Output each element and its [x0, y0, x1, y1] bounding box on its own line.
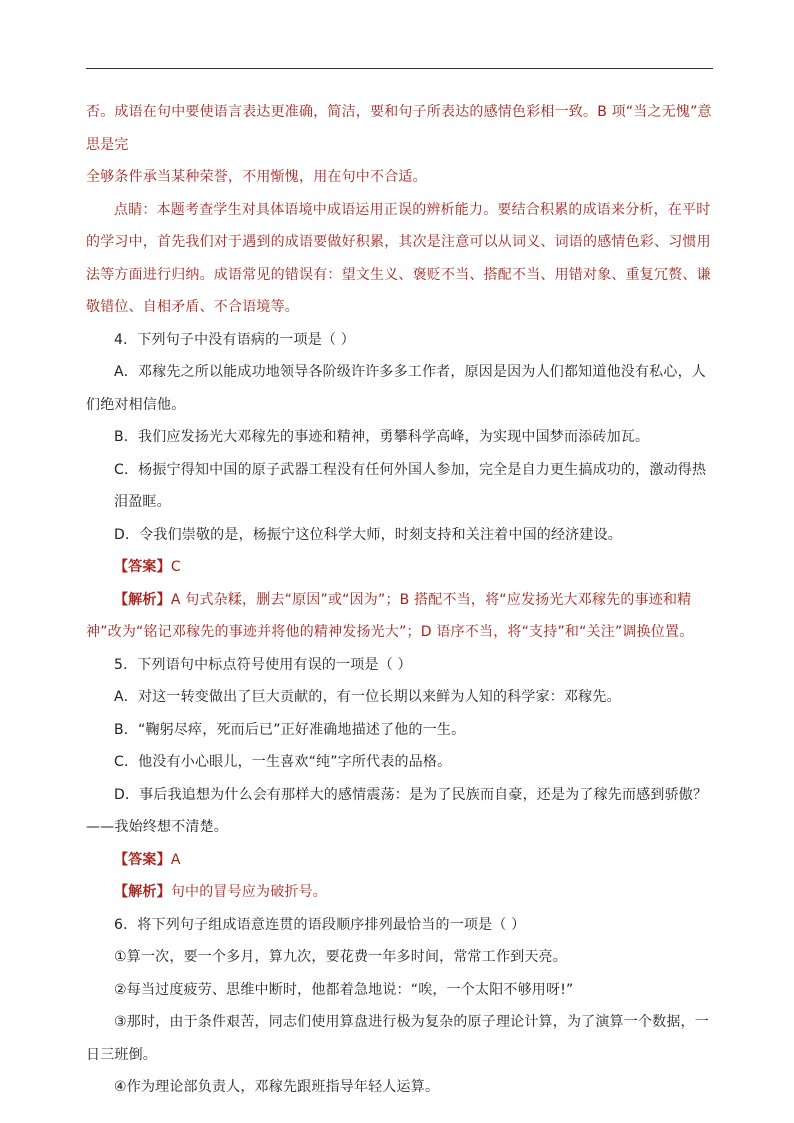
question-6-item-1: ①算一次，要一个多月，算九次，要花费一年多时间，常常工作到天亮。	[114, 949, 567, 965]
answer-label: 【答案】	[114, 559, 171, 575]
question-5-option-b: B．“鞠躬尽瘁，死而后已”正好准确地描述了他的一生。	[114, 721, 466, 738]
analysis-continued-line-2: 全够条件承当某种荣誉，不用惭愧，用在句中不合适。	[86, 169, 427, 185]
dianjing-paragraph: 点睛：本题考查学生对具体语境中成语运用正误的辨析能力。要结合积累的成语来分析，在平时的学习中，首先我们对于遇到的成语要做好积累，其次是注意可以从词义、词语的感情色彩、习惯用法等方面进行归纳。成语常见的错误有：望文生义、褒贬不当、搭配不当、用错对象、重复冗赘、谦敬错位、自相矛盾、不合语境等。	[86, 201, 711, 315]
question-4-option-d: D．令我们崇敬的是，杨振宁这位科学大师，时刻支持和关注着中国的经济建设。	[114, 526, 622, 543]
analysis-continued-line-1: 否。成语在句中要使语言表达更准确，简洁，要和句子所表达的感情色彩相一致。B 项“当之无愧”意思是完	[86, 104, 712, 153]
question-4-option-a: A．邓稼先之所以能成功地领导各阶级许许多多工作者，原因是因为人们都知道他没有私心，人们绝对相信他。	[86, 364, 706, 413]
question-4-stem: 4．下列句子中没有语病的一项是（ ）	[114, 331, 355, 348]
question-4-analysis: 【解析】A 句式杂糅，删去“原因”或“因为”；B 搭配不当，将“应发扬光大邓稼先的事迹和精神”改为“铭记邓稼先的事迹并将他的精神发扬光大”；D 语序不当，将“支持”和“关注”调换位置。	[86, 591, 694, 640]
question-5-option-a: A．对这一转变做出了巨大贡献的，有一位长期以来鲜为人知的科学家：邓稼先。	[114, 689, 621, 705]
question-4-option-c: C．杨振宁得知中国的原子武器工程没有任何外国人参加，完全是自力更生搞成功的，激动得热泪盈眶。	[114, 461, 707, 510]
question-5-stem: 5．下列语句中标点符号使用有误的一项是（ ）	[114, 656, 412, 673]
question-6-item-3: ③那时，由于条件艰苦，同志们使用算盘进行极为复杂的原子理论计算，为了演算一个数据，一日三班倒。	[86, 1014, 709, 1063]
question-6-item-4: ④作为理论部负责人，邓稼先跟班指导年轻人运算。	[114, 1079, 440, 1095]
analysis-label: 【解析】	[114, 884, 171, 900]
question-4-option-b: B．我们应发扬光大邓稼先的事迹和精神，勇攀科学高峰，为实现中国梦而添砖加瓦。	[114, 429, 650, 445]
question-6-item-2: ②每当过度疲劳、思维中断时，他都着急地说：“唉，一个太阳不够用呀!”	[114, 981, 574, 998]
answer-label: 【答案】	[114, 851, 171, 868]
header-rule	[86, 68, 713, 69]
question-5-option-c: C．他没有小心眼儿，一生喜欢“纯”字所代表的品格。	[114, 754, 452, 770]
question-5-option-d: D．事后我追想为什么会有那样大的感情震荡：是为了民族而自豪，还是为了稼先而感到骄傲？——我始终想不清楚。	[86, 786, 708, 835]
analysis-continued	[86, 96, 718, 194]
analysis-label: 【解析】	[114, 591, 171, 608]
question-5-analysis: 【解析】句中的冒号应为破折号。	[114, 884, 328, 900]
question-5-answer: 【答案】A	[114, 851, 181, 868]
question-6-stem: 6．将下列句子组成语意连贯的语段顺序排列最恰当的一项是（ ）	[114, 916, 526, 933]
document-body	[86, 96, 718, 1104]
question-4-answer: 【答案】C	[114, 559, 181, 575]
